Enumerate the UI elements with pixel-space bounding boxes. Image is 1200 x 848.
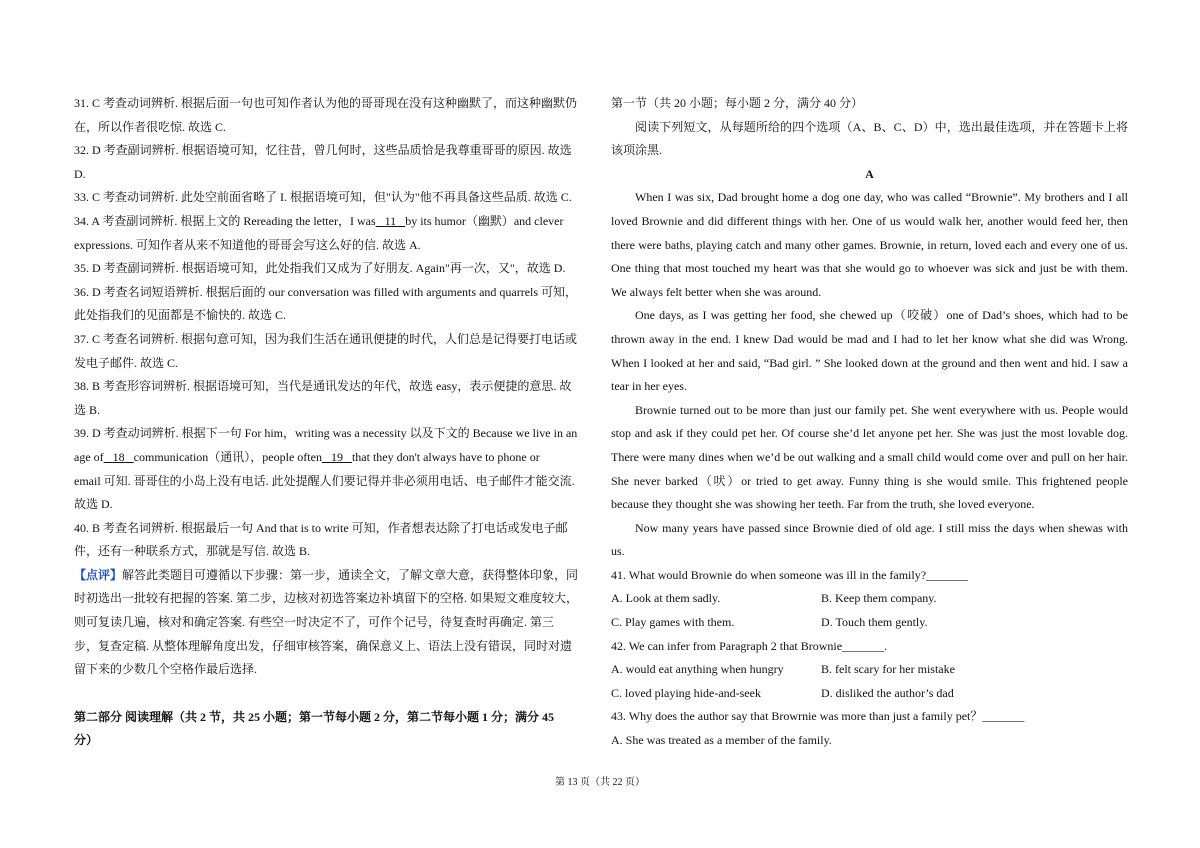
answer-39-line-3: email 可知. 哥哥住的小岛上没有电话. 此处提醒人们要记得并非必须用电话、电子邮件才能交流. [74,473,575,488]
question-41-options-cd [611,611,1128,635]
answer-33: 33. C 考查动词辨析. 此处空前面省略了 I. 根据语境可知，但"认为"他不再具备这些品质. 故选 C. [74,190,572,205]
right-column [611,92,1128,753]
instructions: 阅读下列短文，从每题所给的四个选项（A、B、C、D）中，选出最佳选项，并在答题卡上将该项涂黑. [611,119,1128,158]
option-42-b: B. felt scary for her mistake [821,662,955,677]
part-two-heading-line-2: 分） [74,733,99,748]
answer-40-line-1: 40. B 考查名词辨析. 根据最后一句 And that is to write 可知，作者想表达除了打电话或发电子邮 [74,520,568,535]
answer-39-line-4: 故选 D. [74,497,113,512]
comment-line-3: 则可复读几遍，核对和确定答案. 有些空一时决定不了，可作个记号，待复查时再确定. 第三 [74,615,555,630]
answer-37-line-1: 37. C 考查名词辨析. 根据句意可知，因为我们生活在通讯便捷的时代，人们总是记得要打电话或 [74,331,578,346]
question-42: 42. We can infer from Paragraph 2 that Brownie_______. [611,638,888,653]
comment-line-5: 留下来的少数几个空格作最后选择. [74,662,258,677]
option-43-a: A. She was treated as a member of the family. [611,733,832,748]
option-41-d: D. Touch them gently. [821,615,928,630]
option-42-a: A. would eat anything when hungry [611,662,784,677]
option-41-b: B. Keep them company. [821,591,937,606]
answer-36-line-1: 36. D 考查名词短语辨析. 根据后面的 our conversation was filled with arguments and quarrels 可知， [74,284,578,299]
question-41-options-ab [611,587,1128,611]
blank-11: 11 [384,213,397,228]
paragraph-4: Now many years have passed since Brownie died of old age. I still miss the days when shewas with us. [611,520,1128,559]
answer-37-line-2: 发电子邮件. 故选 C. [74,355,179,370]
section-title: 第一节（共 20 小题；每小题 2 分，满分 40 分） [611,96,864,110]
comment-line-1: 【点评】解答此类题目可遵循以下步骤：第一步，通读全文，了解文章大意，获得整体印象，同 [74,567,579,582]
answer-32-line-1: 32. D 考查副词辨析. 根据语境可知，忆往昔，曾几何时，这些品质恰是我尊重哥哥的原因. 故选 [74,143,572,158]
option-42-c: C. loved playing hide-and-seek [611,685,761,700]
left-column [74,92,590,753]
answer-35: 35. D 考查副词辨析. 根据语境可知，此处指我们又成为了好朋友. Again"再一次，又"，故选 D. [74,261,566,276]
answer-31-line-1: 31. C 考查动词辨析. 根据后面一句也可知作者认为他的哥哥现在没有这种幽默了，而这种幽默仍 [74,96,578,110]
answer-39-line-2: age of 18 communication（通讯），people often 19 that they don't always have to phone or [74,449,540,464]
passage-label: A [865,166,874,181]
blank-18: 18 [112,449,125,464]
answer-38-line-1: 38. B 考查形容词辨析. 根据语境可知，当代是通讯发达的年代，故选 easy，表示便捷的意思. 故 [74,379,572,394]
option-41-c: C. Play games with them. [611,615,735,630]
comment-tag: 【点评】 [74,567,123,582]
spacer [74,682,590,706]
answer-32-line-2: D. [74,166,86,181]
question-42-options-ab [611,658,1128,682]
question-43: 43. Why does the author say that Browrnie was more than just a family pet？_______ [611,709,1025,724]
paragraph-1: When I was six, Dad brought home a dog one day, who was called “Brownie”. My brothers and I all loved Brownie and did different things with her. One of us would walk her, another would feed her, then there were baths, playing catch and many other games. Brownie, in return, loved each and every one of us. One thing that most touched my heart was that she would go to whoever was sick and just be with them. We always felt better when she was around. [611,190,1128,299]
question-41: 41. What would Brownie do when someone was ill in the family?_______ [611,567,969,582]
part-two-heading-line-1: 第二部分 阅读理解（共 2 节，共 25 小题；第一节每小题 2 分，第二节每小题 1 分；满分 45 [74,709,555,724]
answer-40-line-2: 件，还有一种联系方式，那就是写信. 故选 B. [74,544,311,559]
answer-31-line-2: 在，所以作者很吃惊. 故选 C. [74,119,227,134]
answer-36-line-2: 此处指我们的见面都是不愉快的. 故选 C. [74,308,287,323]
answer-38-line-2: 选 B. [74,402,101,417]
paragraph-2: One days, as I was getting her food, she chewed up（咬破）one of Dad’s shoes, which had to be thrown away in the end. I knew Dad would be mad and I had to let her know what she did was Wrong. When I looked at her and said, “Bad girl. ” She looked down at the ground and then went and hid. I saw a tear in her eyes. [611,308,1128,394]
paragraph-3: Brownie turned out to be more than just our family pet. She went everywhere with us. People would stop and ask if they could pet her. Of course she’d let anyone pet her. She was just the most lovable dog. There were many dines when we’d be out walking and a small child would come over and pull on her hair. She never barked（吠）or tried to get away. Funny thing is she would smile. This frightened people because they thought she was showing her teeth. Far from the truth, she loved everyone. [611,402,1128,512]
answer-34-line-2: expressions. 可知作者从来不知道他的哥哥会写这么好的信. 故选 A. [74,237,421,252]
option-42-d: D. disliked the author’s dad [821,685,954,700]
page-footer: 第 13 页（共 22 页） [555,777,645,788]
blank-19: 19 [330,449,343,464]
answer-34-line-1: 34. A 考查副词辨析. 根据上文的 Rereading the letter，I was 11 by its humor（幽默）and clever [74,213,564,228]
comment-line-4: 步，复查定稿. 从整体理解角度出发，仔细审核答案，确保意义上、语法上没有错误，同时对遗 [74,638,573,653]
option-41-a: A. Look at them sadly. [611,591,721,606]
question-42-options-cd [611,682,1128,706]
answer-39-line-1: 39. D 考查动词辨析. 根据下一句 For him，writing was a necessity 以及下文的 Because we live in an [74,426,578,441]
comment-line-2: 时初选出一批较有把握的答案. 第二步，边核对初选答案边补填留下的空格. 如果短文难度较大， [74,591,579,606]
